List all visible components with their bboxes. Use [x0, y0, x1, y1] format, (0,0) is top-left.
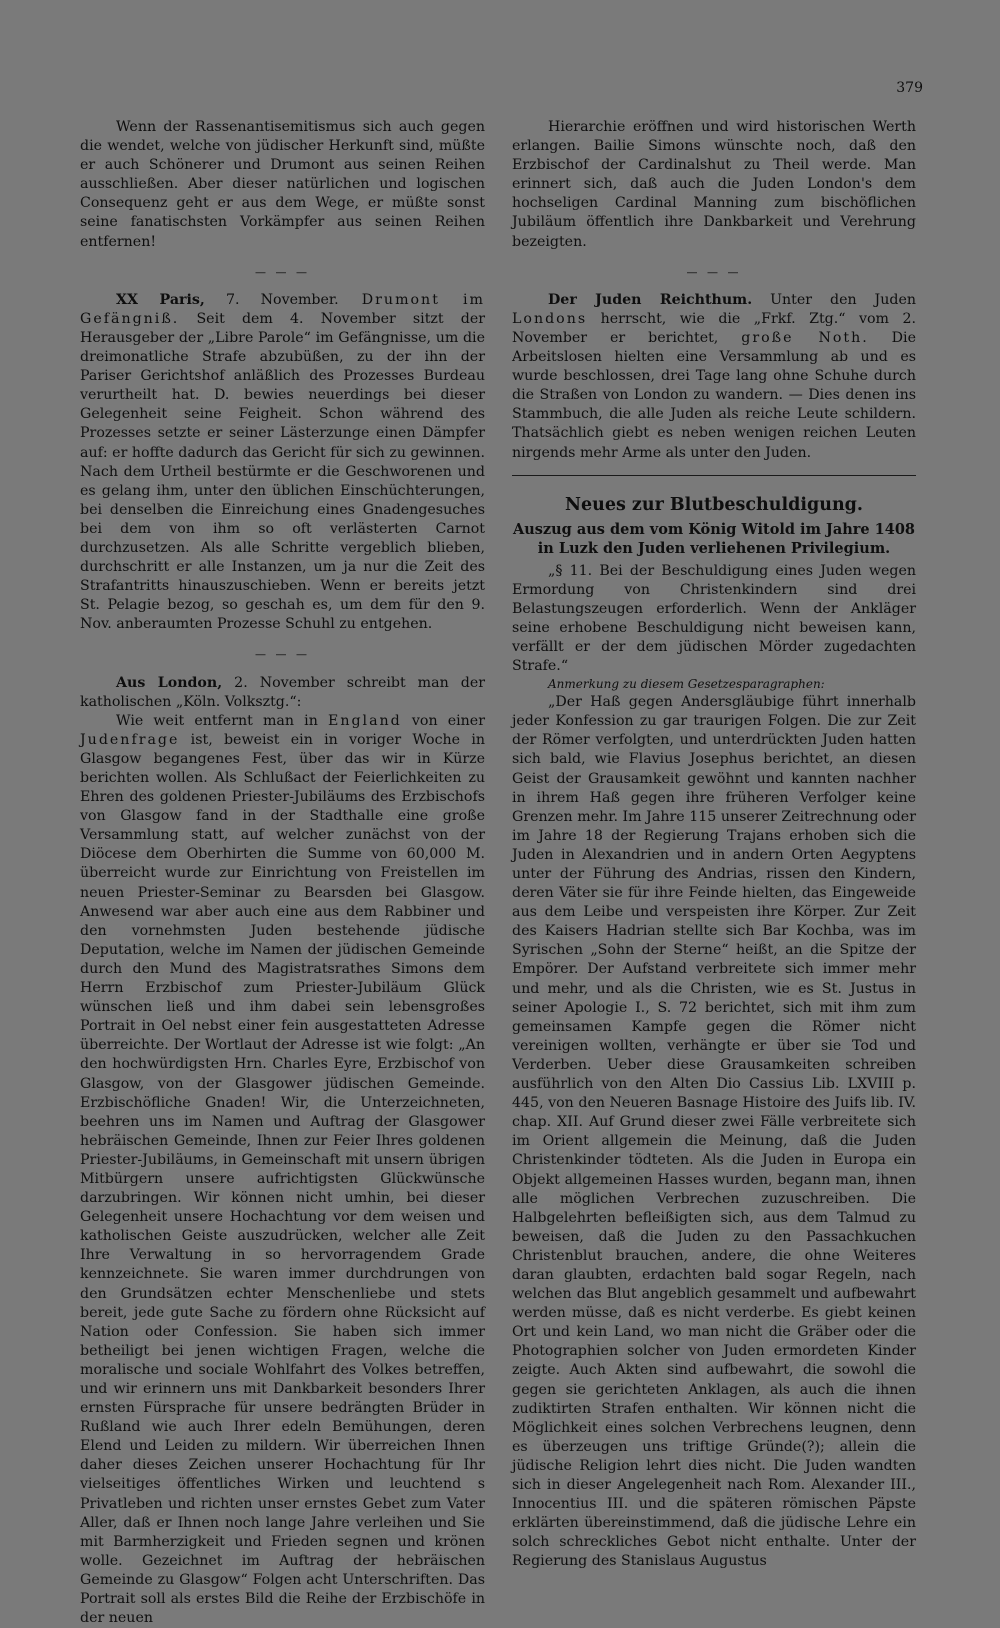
text-run: Unter den Juden [752, 291, 916, 308]
article-london-intro-body: 2. November schreibt man der katholischen „Köln. Volksztg.“: [80, 674, 486, 710]
headline-drumont: Drumont im Gefängniß. [80, 291, 486, 327]
dateline-paris: XX Paris, [116, 291, 205, 308]
text-run: Die Arbeitslosen hielten eine Versammlung ab und es wurde beschlossen, drei Tage lang ohne Schuhe durch die Straßen von London zu wandern. — Dies denen ins Stammbuch, die alle Juden als reiche Leute schildern. Thatsächlich giebt es neben wenigen reichen Leuten nirgends mehr Arme als unter den Juden. [512, 329, 916, 461]
text-run: herrscht, wie die „Frkf. Ztg.“ vom 2. November er berichtet, [512, 310, 916, 346]
article-juden-reichthum [512, 291, 916, 463]
headline-juden-reichthum: Der Juden Reichthum. [548, 291, 753, 308]
article-london-body [80, 712, 485, 1628]
page-number: 379 [896, 80, 923, 96]
section-separator: — — — [255, 648, 310, 662]
annotation-label: Anmerkung zu diesem Gesetzesparagraphen: [548, 677, 825, 692]
text-run: von einer [401, 712, 485, 729]
date-paris: 7. November. [204, 291, 339, 308]
spaced-word: Judenfrage [80, 731, 180, 748]
spaced-word: England [327, 712, 402, 729]
right-column [512, 118, 916, 1571]
spaced-word: Londons [512, 310, 588, 327]
article-paris-body: Seit dem 4. November sitzt der Herausgeber der „Libre Parole“ im Gefängnisse, um die dreimonatliche Strafe abzubüßen, zu der ihn der Pariser Gerichtshof anläßlich des Prozesses Burdeau verurtheilt hat. D. bewies neuerdings bei dieser Gelegenheit seine Feigheit. Schon während des Prozesses setzte er seiner Lästerzunge einen Dämpfer auf: er hoffte dadurch das Gericht für sich zu gewinnen. Nach dem Urtheil bestürmte er die Geschworenen und es gelang ihm, unter den üblichen Einschüchterungen, bei denselben die Einreichung eines Gnadengesuches bei dem von ihm so oft verlästerten Carnot durchzusetzen. Als alle Schritte vergeblich blieben, durchschritt er alle Instanzen, um ja nur die Zeit des Strafantritts hinauszuschieben. Wenn er bereits jetzt St. Pelagie bezog, so geschah es, um dem für den 9. Nov. anberaumten Prozesse Schuhl zu entgehen. [80, 310, 485, 633]
spaced-word: große Noth. [741, 329, 869, 346]
section-separator: — — — [255, 265, 310, 279]
text-run: ist, beweist ein in voriger Woche in Glasgow begangenes Fest, über das wir in Kürze berichten wollen. Als Schlußact der Feierlichkeiten zu Ehren des goldenen Priester-Jubiläums des Erzbischofs von Glasgow fand in der Stadthalle eine große Versammlung statt, auf welcher zunächst von der Diöcese dem Oberhirten die Summe von 60,000 M. überreicht wurde zur Einrichtung von Freistellen im neuen Priester-Seminar zu Bearsden bei Glasgow. Anwesend war aber auch eine aus dem Rabbiner und den vornehmsten Juden bestehende jüdische Deputation, welche im Namen der jüdischen Gemeinde durch den Mund des Magistratsrathes Simons dem Herrn Erzbischof zum Priester-Jubiläum Glück wünschen ließ und ihm dabei sein lebensgroßes Portrait in Oel nebst einer fein ausgestatteten Adresse überreichte. Der Wortlaut der Adresse ist wie folgt: „An den hochwürdigsten Hrn. Charles Eyre, Erzbischof von Glasgow, von der Glasgower jüdischen Gemeinde. Erzbischöfliche Gnaden! Wir, die Unterzeichneten, beehren uns im Namen und Auftrag der Glasgower hebräischen Gemeinde, Ihnen zur Feier Ihres goldenen Priester-Jubiläums, in Gemeinschaft mit unsern übrigen Mitbürgern unsere aufrichtigsten Glückwünsche darzubringen. Wir können nicht umhin, bei dieser Gelegenheit unsere Hochachtung vor dem weisen und katholischen Geiste auszudrücken, welcher alle Zeit Ihre Verwaltung in so hervorragendem Grade kennzeichnete. Sie waren immer durchdrungen von den Grundsätzen echter Menschenliebe und stets bereit, jede gute Sache zu fördern ohne Rücksicht auf Nation oder Confession. Sie haben sich immer betheiligt bei jenen wichtigen Fragen, welche die moralische und sociale Wohlfahrt des Volkes betreffen, und wir erinnern uns mit Dankbarkeit besonders Ihrer ernsten Fürsprache für unsere bedrängten Brüder in Rußland wie auch Ihrer edeln Bemühungen, deren Elend und Leiden zu mildern. Wir überreichen Ihnen daher dieses Zeichen unserer Hochachtung für Ihr vielseitiges öffentliches Wirken und leuchtend s Privatleben und richten unser ernstes Gebet zum Vater Aller, daß er Ihnen noch lange Jahre verleihen und Sie mit Barmherzigkeit und Frieden segnen und krönen wolle. Gezeichnet im Auftrag der hebräischen Gemeinde zu Glasgow“ Folgen acht Unterschriften. Das Portrait soll als erstes Bild die Reihe der Erzbischöfe in der neuen [80, 731, 485, 1627]
paragraph-hierarchie: Hierarchie eröffnen und wird historischen Werth erlangen. Bailie Simons wünschte noch, daß den Erzbischof der Cardinalshut zu Theil werde. Man erinnert sich, daß auch die Juden London's dem hochseligen Cardinal Manning zum bischöflichen Jubiläum öffentlich ihre Dankbarkeit und Verehrung bezeigten. [512, 119, 916, 250]
text-run: Wie weit entfernt man in [116, 712, 328, 729]
section-subtitle: Auszug aus dem vom König Witold im Jahre 1408 in Luzk den Juden verliehenen Privilegium. [512, 520, 916, 557]
left-column [80, 118, 485, 1628]
section-title: Neues zur Blutbeschuldigung. [564, 494, 864, 515]
paragraph-rassenantisemitismus: Wenn der Rassenantisemitismus sich auch gegen die wendet, welche von jüdischer Herkunft sind, müßte er auch Schönerer und Drumont aus seinen Reihen ausschließen. Aber dieser natürlichen und logischen Consequenz geht er aus dem Wege, er müßte sonst seine fanatischsten Vorkämpfer aus seinen Reihen entfernen! [80, 119, 485, 250]
section-separator: — — — [686, 265, 742, 279]
article-paris [80, 291, 485, 635]
article-london-intro [80, 674, 485, 712]
paragraph-privilegium: „§ 11. Bei der Beschuldigung eines Juden wegen Ermordung von Christenkindern sind drei Belastungszeugen erforderlich. Wenn der Ankläger seine erhobene Beschuldigung nicht beweisen kann, verfällt er der dem jüdischen Mörder zugedachten Strafe.“ [512, 562, 916, 675]
dateline-london: Aus London, [116, 674, 223, 691]
horizontal-rule [512, 475, 916, 476]
paragraph-annotation: „Der Haß gegen Andersgläubige führt innerhalb jeder Konfession zu gar traurigen Folgen. Die zur Zeit der Römer verfolgten, und unterdrückten Juden hatten sich bald, wie Flavius Josephus berichtet, an diesen Geist der Grausamkeit gewöhnt und kannten nachher in ihrem Haß gegen ihre früheren Verfolger keine Grenzen mehr. Im Jahre 115 unserer Zeitrechnung oder im Jahre 18 der Regierung Trajans erhoben sich die Juden in Alexandrien und in andern Orten Aegyptens unter der Führung des Andrias, rissen den Kindern, deren Väter sie für ihre Feinde hielten, das Eingeweide aus dem Leibe und verspeisten ihre Körper. Zur Zeit des Kaisers Hadrian stellte sich Bar Kochba, was im Syrischen „Sohn der Sterne“ heißt, an die Spitze der Empörer. Der Aufstand verbreitete sich immer mehr und mehr, und als die Christen, wie es St. Justus in seiner Apologie I., S. 72 berichtet, sich mit ihm zum gemeinsamen Kampfe gegen die Römer nicht vereinigen wollten, verhängte er über sie Tod und Verderben. Ueber diese Grausamkeiten schreiben ausführlich von den Alten Dio Cassius Lib. LXVIII p. 445, von den Neueren Basnage Histoire des Juifs lib. IV. chap. XII. Auf Grund dieser zwei Fälle verbreitete sich im Orient allgemein die Meinung, daß die Juden Christenkinder tödteten. Als die Juden in Europa ein Objekt allgemeinen Hasses wurden, begann man, ihnen alle möglichen Verbrechen zuzuschreiben. Die Halbgelehrten befleißigten sich, aus dem Talmud zu beweisen, daß die Juden zu den Passachkuchen Christenblut brauchen, andere, die ohne Weiteres daran glaubten, erdachten bald sogar Regeln, nach welchen das Blut angeblich gesammelt und aufbewahrt werden müsse, daß es nicht verderbe. Es giebt keinen Ort und kein Land, wo man nicht die Gräber oder die Photographien solcher von Juden ermordeten Kinder zeigte. Auch Akten sind aufbewahrt, die sowohl die gegen sie gerichteten Anklagen, als auch die ihnen zudiktirten Strafen enthalten. Wir können nicht die Möglichkeit eines solchen Verbrechens leugnen, denn es überzeugen uns triftige Gründe(?); allein die jüdische Religion lehrt dies nicht. Die Juden wandten sich in dieser Angelegenheit nach Rom. Alexander III., Innocentius III. und die späteren römischen Päpste erklärten übereinstimmend, daß die jüdische Lehre ein solch schreckliches Gebot nicht enthalte. Unter der Regierung des Stanislaus Augustus [512, 694, 916, 1570]
